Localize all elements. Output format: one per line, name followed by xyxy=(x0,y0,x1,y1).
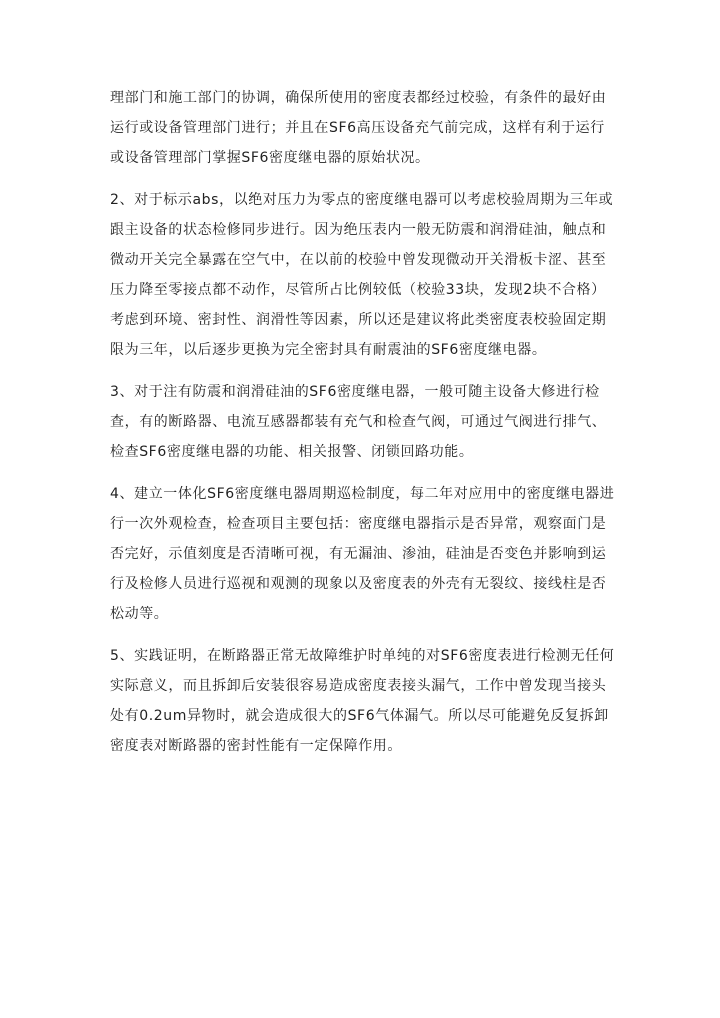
text-line: 处有0.2um异物时，就会造成很大的SF6气体漏气。所以尽可能避免反复拆卸 xyxy=(110,708,609,724)
text-line: 或设备管理部门掌握SF6密度继电器的原始状况。 xyxy=(110,150,430,166)
text-line: 5、实践证明，在断路器正常无故障维护时单纯的对SF6密度表进行检测无任何 xyxy=(110,648,615,664)
text-line: 行一次外观检查，检查项目主要包括：密度继电器指示是否异常，观察面门是 xyxy=(110,516,607,532)
text-line: 理部门和施工部门的协调，确保所使用的密度表都经过校验，有条件的最好由 xyxy=(110,90,607,106)
text-line: 行及检修人员进行巡视和观测的现象以及密度表的外壳有无裂纹、接线柱是否 xyxy=(110,576,607,592)
text-line: 实际意义，而且拆卸后安装很容易造成密度表接头漏气，工作中曾发现当接头 xyxy=(110,678,607,694)
text-line: 3、对于注有防震和润滑硅油的SF6密度继电器，一般可随主设备大修进行检 xyxy=(110,384,600,400)
paragraph-2 xyxy=(110,185,622,365)
document-body xyxy=(110,83,622,761)
text-line: 运行或设备管理部门进行；并且在SF6高压设备充气前完成，这样有利于运行 xyxy=(110,120,605,136)
text-line: 2、对于标示abs，以绝对压力为零点的密度继电器可以考虑校验周期为三年或 xyxy=(110,192,614,208)
text-line: 松动等。 xyxy=(110,606,169,622)
text-line: 密度表对断路器的密封性能有一定保障作用。 xyxy=(110,738,402,754)
paragraph-5 xyxy=(110,641,622,761)
text-line: 跟主设备的状态检修同步进行。因为绝压表内一般无防震和润滑硅油，触点和 xyxy=(110,222,607,238)
text-line: 否完好，示值刻度是否清晰可视，有无漏油、渗油，硅油是否变色并影响到运 xyxy=(110,546,607,562)
text-line: 限为三年，以后逐步更换为完全密封具有耐震油的SF6密度继电器。 xyxy=(110,342,547,358)
text-line: 微动开关完全暴露在空气中，在以前的校验中曾发现微动开关滑板卡涩、甚至 xyxy=(110,252,607,268)
paragraph-3 xyxy=(110,377,622,467)
paragraph-1 xyxy=(110,83,622,173)
text-line: 考虑到环境、密封性、润滑性等因素，所以还是建议将此类密度表校验固定期 xyxy=(110,312,607,328)
text-line: 压力降至零接点都不动作，尽管所占比例较低（校验33块，发现2块不合格） xyxy=(110,282,606,298)
text-line: 4、建立一体化SF6密度继电器周期巡检制度，每二年对应用中的密度继电器进 xyxy=(110,486,615,502)
text-line: 查，有的断路器、电流互感器都装有充气和检查气阀，可通过气阀进行排气、 xyxy=(110,414,607,430)
text-line: 检查SF6密度继电器的功能、相关报警、闭锁回路功能。 xyxy=(110,444,474,460)
paragraph-4 xyxy=(110,479,622,629)
